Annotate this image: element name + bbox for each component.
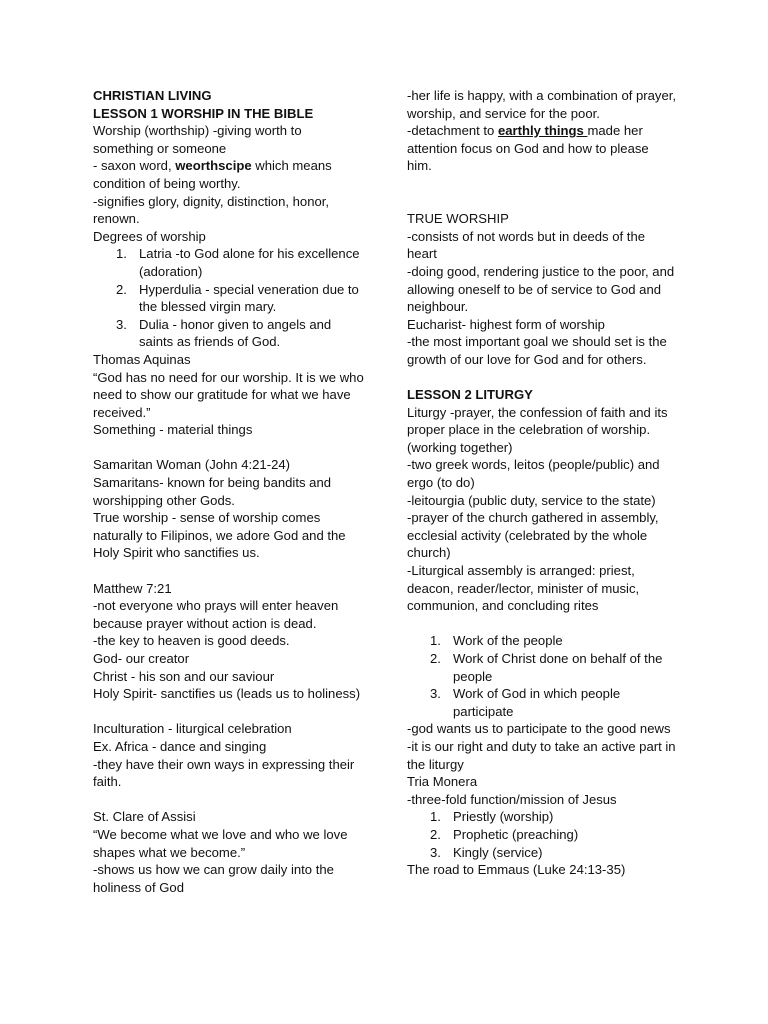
god-creator-line: God- our creator <box>93 651 190 666</box>
list-item-text: Work of Christ done on behalf of the people <box>453 651 663 684</box>
list-item <box>93 316 365 351</box>
aquinas-quote: “God has no need for our worship. It is we who need to show our gratitude for what we have received.” <box>93 369 364 420</box>
degrees-heading: Degrees of worship <box>93 228 206 244</box>
lesson-1-heading: LESSON 1 WORSHIP IN THE BIBLE <box>93 105 314 121</box>
list-item <box>407 685 677 720</box>
samaritan-heading: Samaritan Woman (John 4:21-24) <box>93 457 290 473</box>
list-item-text: Kingly (service) <box>453 844 543 860</box>
list-item-text: Work of God in which people participate <box>453 686 621 719</box>
list-number: 2. <box>430 826 441 842</box>
three-fold-line: -three-fold function/mission of Jesus <box>407 791 617 807</box>
africa-line: Ex. Africa - dance and singing <box>93 738 267 754</box>
list-item-text: Hyperdulia - special veneration due to the blessed virgin mary. <box>139 281 359 315</box>
something-line: Something - material things <box>93 422 253 438</box>
earthly-things-term: earthly things <box>497 123 588 139</box>
own-ways-line: -they have their own ways in expressing their faith. <box>93 756 355 790</box>
key-heaven-line: -the key to heaven is good deeds. <box>93 633 290 649</box>
christ-line: Christ - his son and our saviour <box>93 668 275 684</box>
list-item <box>407 826 677 844</box>
detachment-suffix: made her attention focus on God and how to please him. <box>407 123 649 174</box>
spacer <box>407 369 677 387</box>
st-clare-name: St. Clare of Assisi <box>93 809 196 825</box>
eucharist-line: Eucharist- highest form of worship <box>407 316 605 332</box>
list-item-text: Priestly (worship) <box>453 809 554 825</box>
saxon-prefix: - saxon word, <box>93 158 176 174</box>
tria-monera-heading: Tria Monera <box>407 774 478 790</box>
list-item <box>407 808 677 826</box>
spacer <box>93 439 365 457</box>
saxon-word-line <box>93 157 365 192</box>
list-number: 2. <box>116 281 127 297</box>
list-number: 3. <box>430 686 441 702</box>
spacer <box>407 193 677 211</box>
emmaus-line: The road to Emmaus (Luke 24:13-35) <box>407 862 626 878</box>
list-number: 1. <box>116 246 127 262</box>
spacer <box>93 562 365 580</box>
right-duty-line: -it is our right and duty to take an active part in the liturgy <box>407 738 676 772</box>
degrees-list <box>93 245 365 351</box>
saxon-suffix: which means condition of being worthy. <box>93 158 332 191</box>
spacer <box>93 703 365 721</box>
work-list <box>407 632 677 720</box>
list-item <box>407 650 677 685</box>
detachment-prefix: -detachment to <box>407 123 498 139</box>
worship-definition: Worship (worthship) -giving worth to something or someone <box>93 123 302 156</box>
not-everyone-line: -not everyone who prays will enter heaven because prayer without action is dead. <box>93 598 339 631</box>
true-worship-heading: TRUE WORSHIP <box>407 211 509 227</box>
list-item-text: Work of the people <box>453 633 563 649</box>
assembly-line: -Liturgical assembly is arranged: priest, deacon, reader/lector, minister of music, communion, and concluding rites <box>407 563 640 614</box>
signifies-line: -signifies glory, dignity, distinction, honor, renown. <box>93 193 330 227</box>
list-item <box>407 844 677 862</box>
list-number: 2. <box>430 651 441 666</box>
list-number: 1. <box>430 633 441 649</box>
spacer <box>93 791 365 809</box>
document-title: CHRISTIAN LIVING <box>93 88 212 103</box>
shows-us-line: -shows us how we can grow daily into the holiness of God <box>93 862 334 895</box>
list-item <box>407 632 677 650</box>
liturgy-definition: Liturgy -prayer, the confession of faith and its proper place in the celebration of worship. (working together) <box>407 404 668 455</box>
inculturation-line: Inculturation - liturgical celebration <box>93 721 292 737</box>
saxon-term: weorthscipe <box>175 158 252 174</box>
detachment-line <box>407 122 677 175</box>
right-column <box>407 87 677 879</box>
list-item-text: Dulia - honor given to angels and saints as friends of God. <box>139 316 332 350</box>
mission-list <box>407 808 677 861</box>
samaritans-line: Samaritans- known for being bandits and worshipping other Gods. <box>93 475 332 508</box>
doing-good-line: -doing good, rendering justice to the poor, and allowing oneself to be of service to God and neighbour. <box>407 263 675 315</box>
clare-quote: “We become what we love and who we love shapes what we become.” <box>93 826 348 860</box>
her-life-line: -her life is happy, with a combination of prayer, worship, and service for the poor. <box>407 88 677 121</box>
two-greek-line: -two greek words, leitos (people/public) and ergo (to do) <box>407 457 660 491</box>
list-number: 1. <box>430 809 441 825</box>
god-wants-line: -god wants us to participate to the good news <box>407 721 671 737</box>
left-column <box>93 87 365 896</box>
matthew-heading: Matthew 7:21 <box>93 580 172 596</box>
lesson-2-heading: LESSON 2 LITURGY <box>407 387 533 403</box>
consists-line: -consists of not words but in deeds of the heart <box>407 228 646 262</box>
aquinas-name: Thomas Aquinas <box>93 351 191 367</box>
list-item <box>93 245 365 280</box>
prayer-church-line: -prayer of the church gathered in assembly, ecclesial activity (celebrated by the whole church) <box>407 510 659 561</box>
spacer <box>407 175 677 193</box>
list-item <box>93 281 365 316</box>
most-important-line: -the most important goal we should set is the growth of our love for God and for others. <box>407 334 667 367</box>
list-number: 3. <box>430 844 441 860</box>
list-item-text: Prophetic (preaching) <box>453 826 579 842</box>
true-worship-sense: True worship - sense of worship comes naturally to Filipinos, we adore God and the Holy Spirit who sanctifies us. <box>93 510 346 561</box>
spacer <box>407 615 677 633</box>
list-item-text: Latria -to God alone for his excellence (adoration) <box>139 246 360 279</box>
holy-spirit-line: Holy Spirit- sanctifies us (leads us to holiness) <box>93 686 361 702</box>
leitourgia-line: -leitourgia (public duty, service to the state) <box>407 492 656 508</box>
list-number: 3. <box>116 316 127 332</box>
